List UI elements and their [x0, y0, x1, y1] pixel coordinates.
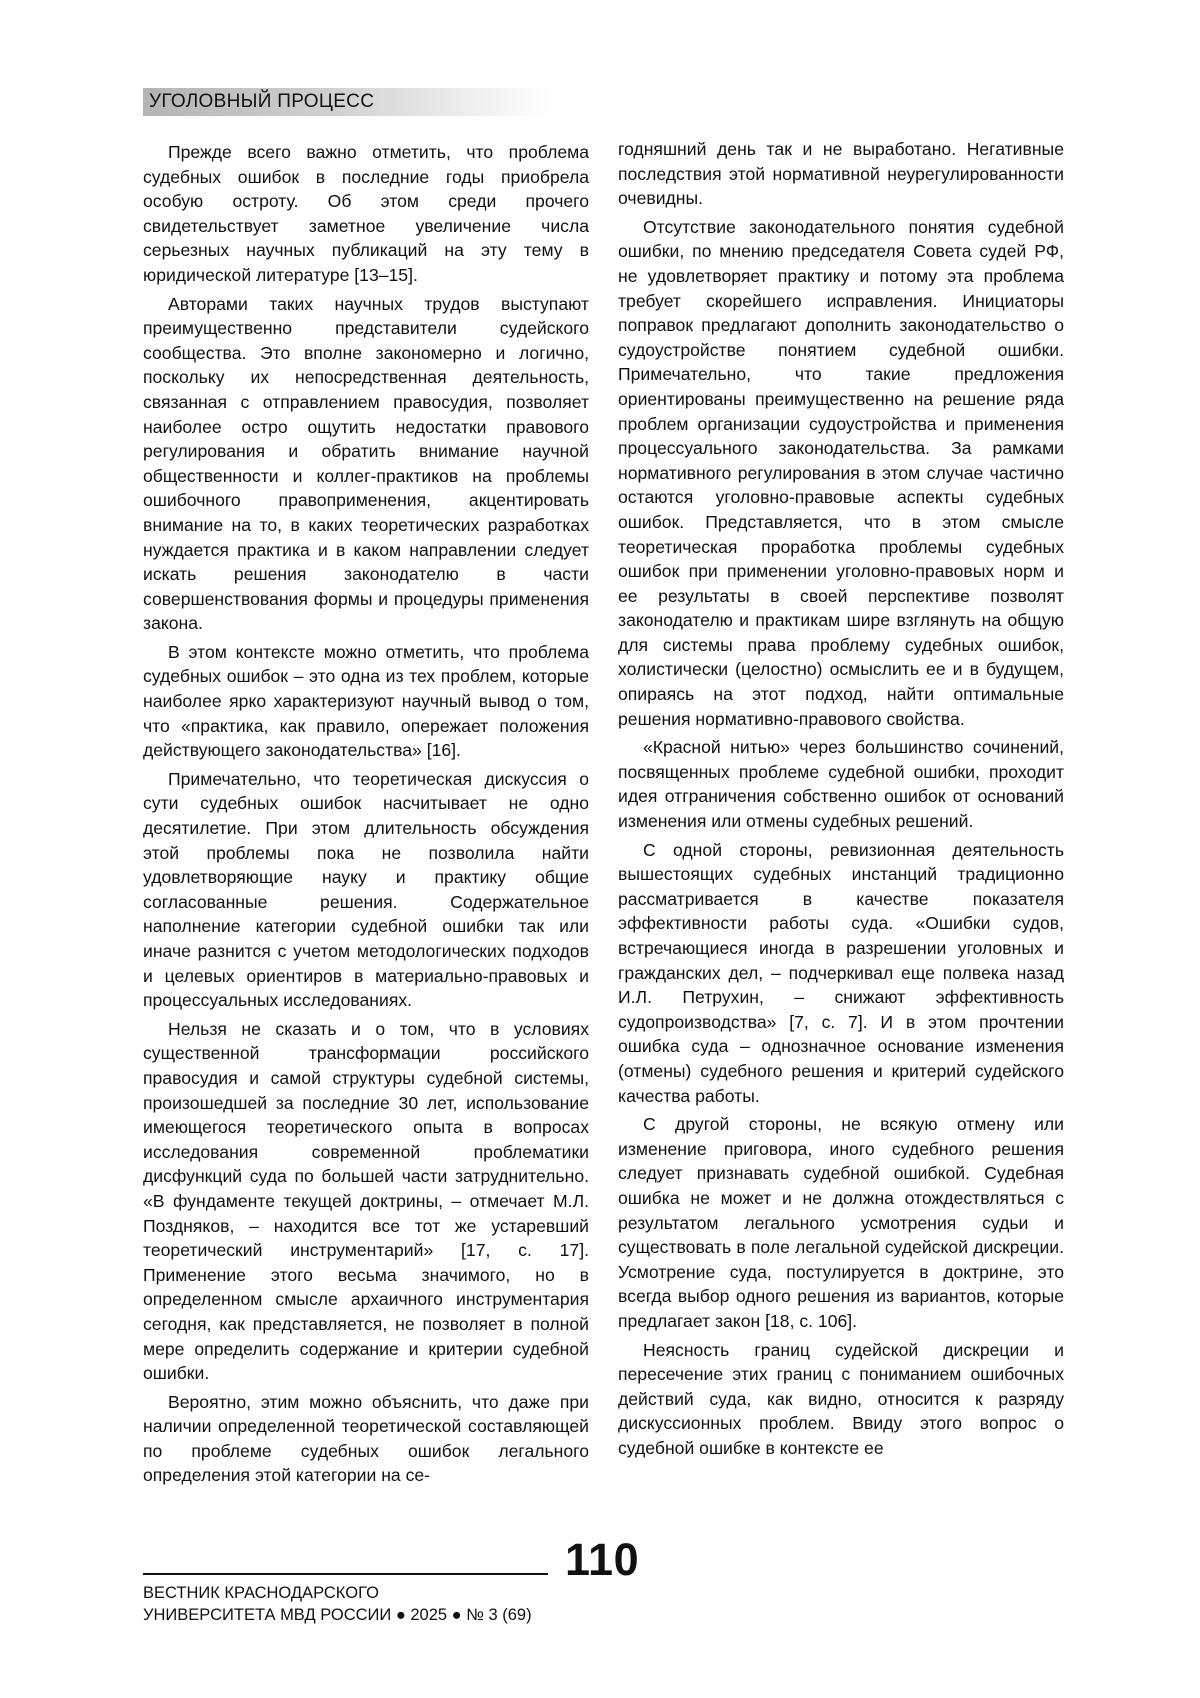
- paragraph: В этом контексте можно отметить, что проблема судебных ошибок – это одна из тех проблем, которые наиболее ярко характеризуют научный вывод о том, что «практика, как правило, опережает положения действующего законодательства» [16].: [143, 641, 589, 761]
- paragraph-continued: годняшний день так и не выработано. Негативные последствия этой нормативной неурегулированности очевидны.: [618, 139, 1064, 209]
- paragraph: С одной стороны, ревизионная деятельность вышестоящих судебных инстанций традиционно рассматривается в качестве показателя эффективности работы суда. «Ошибки судов, встречающиеся иногда в разрешении уголовных и гражданских дел, – подчеркивал еще полвека назад И.Л. Петрухин, – снижают эффективность судопроизводства» [7, с. 7]. И в этом прочтении ошибка суда – однозначное основание изменения (отмены) судебного решения и критерий судейского качества работы.: [618, 839, 1064, 1106]
- paragraph: Нельзя не сказать и о том, что в условиях существенной трансформации российского правосудия и самой структуры судебной системы, произошедшей за последние 30 лет, использование имеющегося теоретического опыта в вопросах исследования современной проблематики дисфункций суда по большей части затруднительно. «В фундаменте текущей доктрины, – отмечает М.Л. Поздняков, – находится все тот же устаревший теоретический инструментарий» [17, с. 17]. Применение этого весьма значимого, но в определенном смысле архаичного инструментария сегодня, как представляется, не позволяет в полной мере определить содержание и критерии судебной ошибки.: [143, 1018, 589, 1384]
- paragraph: Вероятно, этим можно объяснить, что даже при наличии определенной теоретической составляющей по проблеме судебных ошибок легального определения этой категории на се-: [143, 1391, 589, 1486]
- paragraph: Примечательно, что теоретическая дискуссия о сути судебных ошибок насчитывает не одно десятилетие. При этом длительность обсуждения этой проблемы пока не позволила найти удовлетворяющие науку и практику общие согласованные решения. Содержательное наполнение категории судебной ошибки так или иначе разнится с учетом методологических подходов и целевых ориентиров в материально-правовых и процессуальных исследованиях.: [143, 768, 589, 1011]
- paragraph: Авторами таких научных трудов выступают преимущественно представители судейского сообщества. Это вполне закономерно и логично, поскольку их непосредственная деятельность, связанная с отправлением правосудия, позволяет наиболее остро ощутить недостатки правового регулирования и обратить внимание научной общественности и коллег-практиков на проблемы ошибочного правоприменения, акцентировать внимание на то, в каких теоретических разработках нуждается практика и в каком направлении следует искать решения законодателю в части совершенствования формы и процедуры применения закона.: [143, 293, 589, 634]
- page-number: 110: [565, 1534, 640, 1585]
- section-title: УГОЛОВНЫЙ ПРОЦЕСС: [149, 91, 375, 112]
- footer-rule: [143, 1573, 548, 1575]
- paragraph: Неясность границ судейской дискреции и пересечение этих границ с пониманием ошибочных действий суда, как видно, относится к разряду дискуссионных проблем. Ввиду этого вопрос о судебной ошибке в контексте ее: [618, 1339, 1064, 1458]
- paragraph: Отсутствие законодательного понятия судебной ошибки, по мнению председателя Совета судей РФ, не удовлетворяет практику и потому эта проблема требует скорейшего исправления. Инициаторы поправок предлагают дополнить законодательство о судоустройстве понятием судебной ошибки. Примечательно, что такие предложения ориентированы преимущественно на решение ряда проблем организации судоустройства и применения процессуального законодательства. За рамками нормативного регулирования в этом случае частично остаются уголовно-правовые аспекты судебных ошибок. Представляется, что в этом смысле теоретическая проработка проблемы судебных ошибок при применении уголовно-правовых норм и ее результаты в своей перспективе позволят законодателю и практикам шире взглянуть на общую для системы права проблему судебных ошибок, холистически (целостно) осмыслить ее и в будущем, опираясь на этот подход, найти оптимальные решения нормативно-правового свойства.: [618, 216, 1064, 729]
- journal-line-2: УНИВЕРСИТЕТА МВД РОССИИ ● 2025 ● № 3 (69): [143, 1606, 532, 1624]
- journal-title: [143, 1582, 532, 1626]
- section-header: [143, 88, 551, 116]
- paragraph: С другой стороны, не всякую отмену или изменение приговора, иного судебного решения следует признавать судебной ошибкой. Судебная ошибка не может и не должна отождествляться с результатом легального усмотрения судьи и существовать в поле легальной судейской дискреции. Усмотрение суда, постулируется в доктрине, это всегда выбор одного решения из вариантов, которые предлагает закон [18, с. 106].: [618, 1114, 1064, 1331]
- paragraph: «Красной нитью» через большинство сочинений, посвященных проблеме судебной ошибки, проходит идея отграничения собственно ошибок от оснований изменения или отмены судебных решений.: [618, 737, 1064, 832]
- journal-line-1: ВЕСТНИК КРАСНОДАРСКОГО: [143, 1584, 379, 1602]
- paragraph: Прежде всего важно отметить, что проблема судебных ошибок в последние годы приобрела особую остроту. Об этом среди прочего свидетельствует заметное увеличение числа серьезных научных публикаций на эту тему в юридической литературе [13–15].: [143, 142, 589, 285]
- left-column: [143, 140, 589, 1492]
- right-column: [618, 137, 1064, 1464]
